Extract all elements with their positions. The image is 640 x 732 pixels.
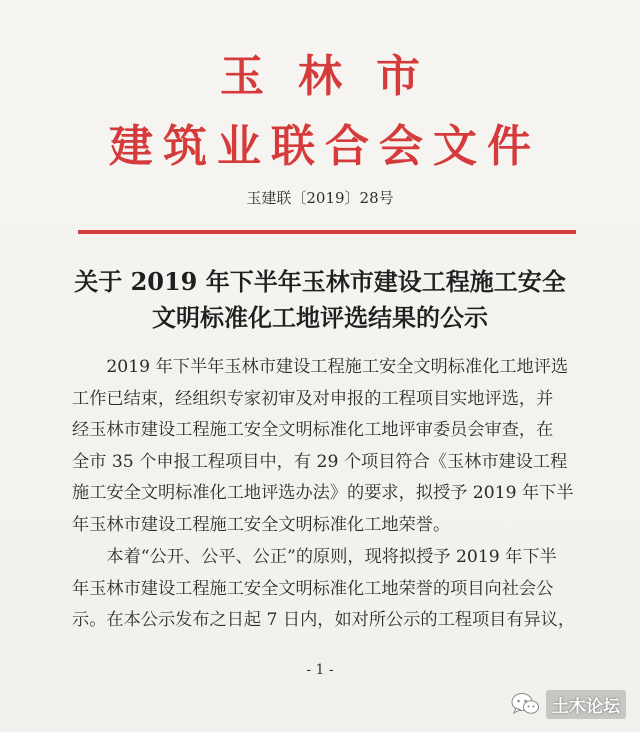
- wechat-chat-icon: [510, 691, 540, 717]
- body-paragraph-1: [72, 352, 582, 542]
- page-number: - 1 -: [306, 662, 334, 678]
- watermark-label: 土木论坛: [546, 690, 626, 719]
- document-number: 玉建联〔2019〕28号: [246, 189, 394, 207]
- body-paragraph-2: [72, 542, 582, 637]
- body-line: 施工安全文明标准化工地评选办法》的要求，拟授予 2019 年下半: [72, 483, 574, 504]
- title-line-2: 文明标准化工地评选结果的公示: [152, 303, 488, 332]
- body-line: 年玉林市建设工程施工安全文明标准化工地荣誉。: [72, 514, 451, 535]
- body-line: 年玉林市建设工程施工安全文明标准化工地荣誉的项目向社会公: [72, 578, 554, 599]
- body-line: 全市 35 个申报工程项目中，有 29 个项目符合《玉林市建设工程: [72, 451, 568, 472]
- issuer-name: 玉林市: [220, 51, 454, 102]
- title-line-1: 关于 2019 年下半年玉林市建设工程施工安全: [74, 267, 566, 296]
- body-line: 本着“公开、公平、公正”的原则，现将拟授予 2019 年下半: [72, 547, 557, 567]
- body-line: 示。在本公示发布之日起 7 日内，如对所公示的工程项目有异议，: [72, 610, 576, 631]
- body-line: 工作已结束，经组织专家初审及对申报的工程项目实地评选，并: [72, 388, 554, 409]
- source-watermark: [510, 690, 626, 718]
- red-divider-line: [78, 230, 576, 234]
- document-title: [0, 264, 640, 336]
- document-type-heading: 建筑业联合会文件: [109, 121, 541, 172]
- body-line: 经玉林市建设工程施工安全文明标准化工地评审委员会审查，在: [72, 420, 554, 441]
- body-line: 2019 年下半年玉林市建设工程施工安全文明标准化工地评选: [72, 357, 569, 377]
